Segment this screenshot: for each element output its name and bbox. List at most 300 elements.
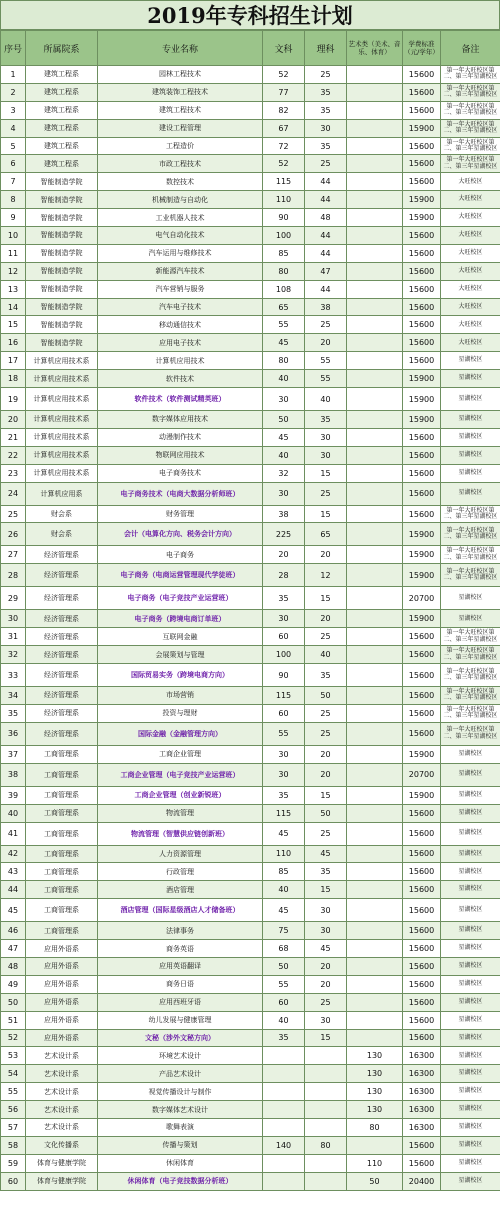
row-wenke-quota: 32 — [263, 464, 305, 482]
header-no: 序号 — [1, 31, 26, 66]
table-row — [1, 863, 500, 881]
row-department: 计算机应用技术系 — [26, 388, 98, 411]
table-row — [1, 922, 500, 940]
row-major: 物流管理（智慧供应链创新班） — [98, 822, 263, 845]
row-art-quota — [347, 975, 403, 993]
row-number: 44 — [1, 881, 26, 899]
row-wenke-quota: 35 — [263, 1029, 305, 1047]
row-campus: 星湖校区 — [441, 610, 500, 628]
row-campus: 第一年大旺校区第二、第三年星湖校区 — [441, 523, 500, 546]
row-tuition: 20400 — [403, 1172, 441, 1190]
table-row — [1, 173, 500, 191]
row-major: 法律事务 — [98, 922, 263, 940]
row-tuition: 15600 — [403, 352, 441, 370]
row-campus: 星湖校区 — [441, 745, 500, 763]
row-like-quota: 15 — [305, 881, 347, 899]
row-number: 21 — [1, 428, 26, 446]
table-row — [1, 280, 500, 298]
row-department: 智能制造学院 — [26, 209, 98, 227]
row-number: 49 — [1, 975, 26, 993]
row-campus: 大旺校区 — [441, 334, 500, 352]
row-like-quota — [305, 1065, 347, 1083]
row-wenke-quota — [263, 1172, 305, 1190]
table-row — [1, 722, 500, 745]
row-major: 人力资源管理 — [98, 845, 263, 863]
row-number: 2 — [1, 83, 26, 101]
row-like-quota: 50 — [305, 804, 347, 822]
row-wenke-quota: 90 — [263, 664, 305, 687]
table-row — [1, 66, 500, 84]
row-department: 应用外语系 — [26, 957, 98, 975]
row-campus: 星湖校区 — [441, 1011, 500, 1029]
row-campus: 大旺校区 — [441, 227, 500, 245]
row-major: 休闲体育 — [98, 1154, 263, 1172]
table-row — [1, 262, 500, 280]
row-number: 54 — [1, 1065, 26, 1083]
table-row — [1, 628, 500, 646]
row-wenke-quota: 40 — [263, 446, 305, 464]
row-campus: 大旺校区 — [441, 209, 500, 227]
table-row — [1, 227, 500, 245]
row-wenke-quota: 80 — [263, 262, 305, 280]
row-art-quota — [347, 863, 403, 881]
row-department: 建筑工程系 — [26, 137, 98, 155]
row-major: 数字媒体应用技术 — [98, 411, 263, 429]
row-department: 经济管理系 — [26, 664, 98, 687]
row-art-quota — [347, 546, 403, 564]
row-tuition: 15600 — [403, 101, 441, 119]
table-row — [1, 428, 500, 446]
row-art-quota: 130 — [347, 1047, 403, 1065]
table-row — [1, 899, 500, 922]
row-campus: 星湖校区 — [441, 1047, 500, 1065]
row-wenke-quota: 50 — [263, 957, 305, 975]
row-major: 动漫制作技术 — [98, 428, 263, 446]
row-art-quota — [347, 646, 403, 664]
row-department: 艺术设计系 — [26, 1065, 98, 1083]
row-department: 应用外语系 — [26, 1029, 98, 1047]
table-row — [1, 940, 500, 958]
row-tuition: 15600 — [403, 863, 441, 881]
row-number: 37 — [1, 745, 26, 763]
row-campus: 第一年大旺校区第二、第三年星湖校区 — [441, 704, 500, 722]
row-art-quota — [347, 66, 403, 84]
row-tuition: 15600 — [403, 975, 441, 993]
row-major: 园林工程技术 — [98, 66, 263, 84]
row-campus: 星湖校区 — [441, 411, 500, 429]
row-campus: 大旺校区 — [441, 262, 500, 280]
table-row — [1, 1118, 500, 1136]
row-art-quota — [347, 505, 403, 523]
row-campus: 第一年大旺校区第二、第三年星湖校区 — [441, 137, 500, 155]
row-tuition: 16300 — [403, 1118, 441, 1136]
row-campus: 第一年大旺校区第二、第三年星湖校区 — [441, 687, 500, 705]
header-note: 备注 — [441, 31, 500, 66]
row-number: 23 — [1, 464, 26, 482]
row-like-quota: 50 — [305, 687, 347, 705]
row-number: 26 — [1, 523, 26, 546]
row-like-quota: 35 — [305, 411, 347, 429]
row-campus: 大旺校区 — [441, 173, 500, 191]
row-campus: 星湖校区 — [441, 1172, 500, 1190]
row-like-quota: 45 — [305, 845, 347, 863]
row-tuition: 15600 — [403, 957, 441, 975]
row-department: 工商管理系 — [26, 881, 98, 899]
row-like-quota — [305, 1047, 347, 1065]
row-tuition: 15600 — [403, 505, 441, 523]
row-major: 休闲体育（电子竞技数据分析班） — [98, 1172, 263, 1190]
row-campus: 第一年大旺校区第二、第三年星湖校区 — [441, 83, 500, 101]
row-wenke-quota — [263, 1118, 305, 1136]
row-number: 31 — [1, 628, 26, 646]
row-department: 工商管理系 — [26, 899, 98, 922]
row-like-quota: 15 — [305, 1029, 347, 1047]
row-art-quota: 50 — [347, 1172, 403, 1190]
row-tuition: 15600 — [403, 1154, 441, 1172]
row-like-quota: 48 — [305, 209, 347, 227]
row-like-quota: 44 — [305, 227, 347, 245]
row-campus: 星湖校区 — [441, 370, 500, 388]
row-tuition: 15600 — [403, 244, 441, 262]
row-department: 艺术设计系 — [26, 1101, 98, 1119]
row-tuition: 16300 — [403, 1083, 441, 1101]
row-wenke-quota: 68 — [263, 940, 305, 958]
row-major: 新能源汽车技术 — [98, 262, 263, 280]
row-tuition: 15600 — [403, 1011, 441, 1029]
row-wenke-quota: 45 — [263, 428, 305, 446]
row-art-quota — [347, 664, 403, 687]
row-major: 幼儿发展与健康管理 — [98, 1011, 263, 1029]
row-department: 建筑工程系 — [26, 155, 98, 173]
row-like-quota: 25 — [305, 155, 347, 173]
row-wenke-quota: 77 — [263, 83, 305, 101]
row-wenke-quota: 45 — [263, 899, 305, 922]
table-row — [1, 1172, 500, 1190]
row-number: 29 — [1, 587, 26, 610]
row-major: 建设工程管理 — [98, 119, 263, 137]
row-art-quota — [347, 745, 403, 763]
row-art-quota — [347, 1029, 403, 1047]
row-number: 46 — [1, 922, 26, 940]
row-wenke-quota: 108 — [263, 280, 305, 298]
row-tuition: 15600 — [403, 646, 441, 664]
row-wenke-quota: 55 — [263, 316, 305, 334]
row-number: 40 — [1, 804, 26, 822]
row-department: 财会系 — [26, 523, 98, 546]
row-tuition: 15600 — [403, 899, 441, 922]
table-row — [1, 704, 500, 722]
row-tuition: 15900 — [403, 546, 441, 564]
row-major: 投资与理财 — [98, 704, 263, 722]
row-wenke-quota: 30 — [263, 388, 305, 411]
row-campus: 星湖校区 — [441, 975, 500, 993]
row-major: 行政管理 — [98, 863, 263, 881]
row-number: 7 — [1, 173, 26, 191]
row-major: 汽车电子技术 — [98, 298, 263, 316]
table-row — [1, 1011, 500, 1029]
row-number: 58 — [1, 1136, 26, 1154]
header-fee: 学费标准（元/学年） — [403, 31, 441, 66]
row-wenke-quota — [263, 1083, 305, 1101]
row-department: 智能制造学院 — [26, 334, 98, 352]
row-campus: 星湖校区 — [441, 957, 500, 975]
row-wenke-quota: 20 — [263, 546, 305, 564]
table-row — [1, 664, 500, 687]
row-tuition: 16300 — [403, 1047, 441, 1065]
table-row — [1, 352, 500, 370]
row-major: 视觉传播设计与制作 — [98, 1083, 263, 1101]
row-art-quota — [347, 334, 403, 352]
row-like-quota: 25 — [305, 316, 347, 334]
row-tuition: 15600 — [403, 628, 441, 646]
row-like-quota: 40 — [305, 388, 347, 411]
row-campus: 星湖校区 — [441, 587, 500, 610]
row-number: 9 — [1, 209, 26, 227]
row-tuition: 15600 — [403, 316, 441, 334]
row-number: 13 — [1, 280, 26, 298]
row-number: 1 — [1, 66, 26, 84]
row-number: 38 — [1, 763, 26, 786]
row-major: 酒店管理（国际星级酒店人才储备班） — [98, 899, 263, 922]
row-department: 工商管理系 — [26, 822, 98, 845]
row-campus: 第一年大旺校区第二、第三年星湖校区 — [441, 66, 500, 84]
row-art-quota — [347, 119, 403, 137]
row-wenke-quota: 72 — [263, 137, 305, 155]
row-tuition: 15600 — [403, 704, 441, 722]
row-art-quota — [347, 993, 403, 1011]
row-number: 28 — [1, 564, 26, 587]
row-tuition: 15600 — [403, 822, 441, 845]
row-art-quota — [347, 687, 403, 705]
row-campus: 星湖校区 — [441, 428, 500, 446]
row-like-quota — [305, 1172, 347, 1190]
row-major: 工商企业管理（创业新锐班） — [98, 786, 263, 804]
row-like-quota: 15 — [305, 786, 347, 804]
row-wenke-quota: 65 — [263, 298, 305, 316]
row-tuition: 15900 — [403, 119, 441, 137]
row-tuition: 20700 — [403, 763, 441, 786]
row-number: 18 — [1, 370, 26, 388]
row-like-quota: 80 — [305, 1136, 347, 1154]
row-major: 歌舞表演 — [98, 1118, 263, 1136]
table-row — [1, 101, 500, 119]
table-row — [1, 957, 500, 975]
row-number: 11 — [1, 244, 26, 262]
table-row — [1, 1029, 500, 1047]
table-row — [1, 119, 500, 137]
row-number: 42 — [1, 845, 26, 863]
row-major: 文秘（涉外文秘方向） — [98, 1029, 263, 1047]
row-wenke-quota: 30 — [263, 482, 305, 505]
table-body — [1, 66, 500, 1191]
table-row — [1, 804, 500, 822]
row-like-quota: 20 — [305, 334, 347, 352]
row-campus: 星湖校区 — [441, 763, 500, 786]
row-wenke-quota: 115 — [263, 687, 305, 705]
row-art-quota — [347, 610, 403, 628]
row-tuition: 15600 — [403, 227, 441, 245]
row-art-quota — [347, 628, 403, 646]
row-tuition: 15600 — [403, 664, 441, 687]
row-wenke-quota: 67 — [263, 119, 305, 137]
row-like-quota: 30 — [305, 446, 347, 464]
table-row — [1, 411, 500, 429]
row-major: 数控技术 — [98, 173, 263, 191]
row-tuition: 15900 — [403, 370, 441, 388]
row-wenke-quota: 45 — [263, 822, 305, 845]
row-art-quota — [347, 446, 403, 464]
row-number: 6 — [1, 155, 26, 173]
row-campus: 星湖校区 — [441, 922, 500, 940]
row-campus: 第一年大旺校区第二、第三年星湖校区 — [441, 101, 500, 119]
table-row — [1, 1047, 500, 1065]
row-art-quota — [347, 411, 403, 429]
table-row — [1, 1083, 500, 1101]
row-wenke-quota: 115 — [263, 173, 305, 191]
row-tuition: 15600 — [403, 1029, 441, 1047]
row-tuition: 15600 — [403, 482, 441, 505]
row-campus: 星湖校区 — [441, 1029, 500, 1047]
row-major: 产品艺术设计 — [98, 1065, 263, 1083]
row-art-quota — [347, 786, 403, 804]
row-number: 27 — [1, 546, 26, 564]
row-major: 移动通信技术 — [98, 316, 263, 334]
row-art-quota — [347, 370, 403, 388]
row-tuition: 15600 — [403, 464, 441, 482]
row-like-quota: 65 — [305, 523, 347, 546]
row-number: 34 — [1, 687, 26, 705]
row-department: 工商管理系 — [26, 804, 98, 822]
header-art: 艺术类（美术、音乐、体育） — [347, 31, 403, 66]
row-department: 应用外语系 — [26, 940, 98, 958]
row-number: 33 — [1, 664, 26, 687]
row-department: 艺术设计系 — [26, 1047, 98, 1065]
row-like-quota: 38 — [305, 298, 347, 316]
table-row — [1, 646, 500, 664]
row-tuition: 15600 — [403, 66, 441, 84]
row-number: 24 — [1, 482, 26, 505]
row-department: 经济管理系 — [26, 646, 98, 664]
row-art-quota — [347, 763, 403, 786]
row-tuition: 15600 — [403, 940, 441, 958]
row-tuition: 15600 — [403, 687, 441, 705]
row-art-quota — [347, 845, 403, 863]
row-major: 建筑工程技术 — [98, 101, 263, 119]
row-number: 25 — [1, 505, 26, 523]
row-like-quota: 20 — [305, 957, 347, 975]
row-campus: 星湖校区 — [441, 993, 500, 1011]
row-like-quota: 20 — [305, 745, 347, 763]
row-major: 应用西班牙语 — [98, 993, 263, 1011]
row-wenke-quota: 75 — [263, 922, 305, 940]
row-art-quota — [347, 316, 403, 334]
row-tuition: 15900 — [403, 564, 441, 587]
row-wenke-quota: 45 — [263, 334, 305, 352]
row-like-quota: 30 — [305, 922, 347, 940]
row-major: 国际金融（金融管理方向） — [98, 722, 263, 745]
row-campus: 大旺校区 — [441, 316, 500, 334]
table-row — [1, 388, 500, 411]
row-art-quota — [347, 881, 403, 899]
row-like-quota — [305, 1118, 347, 1136]
row-number: 55 — [1, 1083, 26, 1101]
row-department: 工商管理系 — [26, 786, 98, 804]
row-department: 建筑工程系 — [26, 66, 98, 84]
row-art-quota — [347, 957, 403, 975]
row-art-quota — [347, 155, 403, 173]
table-row — [1, 370, 500, 388]
table-row — [1, 505, 500, 523]
row-major: 电气自动化技术 — [98, 227, 263, 245]
row-art-quota — [347, 101, 403, 119]
row-wenke-quota: 225 — [263, 523, 305, 546]
row-art-quota — [347, 464, 403, 482]
row-wenke-quota: 115 — [263, 804, 305, 822]
row-major: 数字媒体艺术设计 — [98, 1101, 263, 1119]
row-department: 智能制造学院 — [26, 262, 98, 280]
row-department: 智能制造学院 — [26, 298, 98, 316]
row-campus: 第一年大旺校区第二、第三年星湖校区 — [441, 722, 500, 745]
row-art-quota — [347, 704, 403, 722]
row-major: 市政工程技术 — [98, 155, 263, 173]
row-campus: 第一年大旺校区第二、第三年星湖校区 — [441, 155, 500, 173]
row-art-quota: 130 — [347, 1101, 403, 1119]
row-number: 17 — [1, 352, 26, 370]
row-wenke-quota — [263, 1065, 305, 1083]
row-wenke-quota — [263, 1101, 305, 1119]
row-wenke-quota: 60 — [263, 704, 305, 722]
table-row — [1, 786, 500, 804]
row-campus: 星湖校区 — [441, 804, 500, 822]
row-art-quota — [347, 722, 403, 745]
row-like-quota: 25 — [305, 482, 347, 505]
row-department: 经济管理系 — [26, 546, 98, 564]
row-major: 电子商务技术（电商大数据分析师班） — [98, 482, 263, 505]
row-tuition: 15900 — [403, 191, 441, 209]
row-wenke-quota: 28 — [263, 564, 305, 587]
row-like-quota: 25 — [305, 628, 347, 646]
row-number: 22 — [1, 446, 26, 464]
row-department: 智能制造学院 — [26, 280, 98, 298]
row-art-quota — [347, 244, 403, 262]
row-number: 51 — [1, 1011, 26, 1029]
row-wenke-quota: 40 — [263, 1011, 305, 1029]
table-row — [1, 155, 500, 173]
table-row — [1, 244, 500, 262]
row-department: 财会系 — [26, 505, 98, 523]
row-like-quota: 15 — [305, 464, 347, 482]
row-campus: 星湖校区 — [441, 1136, 500, 1154]
row-number: 56 — [1, 1101, 26, 1119]
row-tuition: 15900 — [403, 745, 441, 763]
row-campus: 第一年大旺校区第二、第三年星湖校区 — [441, 564, 500, 587]
row-department: 艺术设计系 — [26, 1083, 98, 1101]
row-department: 计算机应用技术系 — [26, 464, 98, 482]
row-wenke-quota: 140 — [263, 1136, 305, 1154]
row-tuition: 15600 — [403, 922, 441, 940]
row-department: 经济管理系 — [26, 610, 98, 628]
row-department: 经济管理系 — [26, 687, 98, 705]
row-wenke-quota: 35 — [263, 587, 305, 610]
row-like-quota — [305, 1101, 347, 1119]
row-major: 电子商务 — [98, 546, 263, 564]
row-major: 建筑装饰工程技术 — [98, 83, 263, 101]
row-major: 商务英语 — [98, 940, 263, 958]
row-art-quota — [347, 428, 403, 446]
row-art-quota — [347, 482, 403, 505]
row-art-quota — [347, 804, 403, 822]
row-art-quota — [347, 83, 403, 101]
